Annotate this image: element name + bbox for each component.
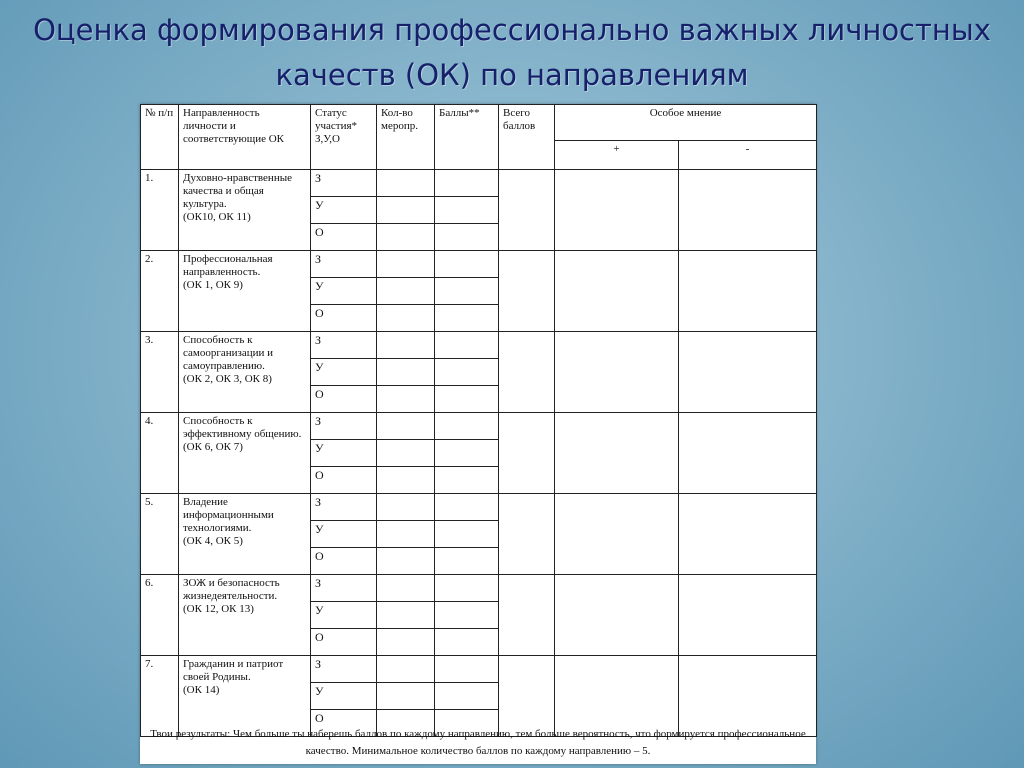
direction-label: Духовно-нравственные качества и общая культура. [183,172,292,210]
row-direction [179,413,311,494]
header-num: № п/п [141,105,179,170]
direction-ok-codes: (ОК 14) [183,684,220,696]
slide-title-line-1: Оценка формирования профессионально важных личностных [33,13,991,47]
count-cell [377,386,435,413]
assessment-table [140,104,817,737]
slide-title [0,8,1024,98]
table-row [141,494,817,521]
points-cell [435,413,499,440]
count-cell [377,548,435,575]
direction-ok-codes: (ОК10, ОК 11) [183,211,251,223]
status-level: У [311,602,377,629]
direction-label: Профессиональная направленность. [183,253,273,278]
direction-label: Гражданин и патриот своей Родины. [183,658,284,683]
count-cell [377,305,435,332]
points-cell [435,170,499,197]
direction-ok-codes: (ОК 6, ОК 7) [183,441,243,453]
direction-ok-codes: (ОК 2, ОК 3, ОК 8) [183,373,272,385]
header-count: Кол-во меропр. [377,105,435,170]
status-level: О [311,548,377,575]
row-direction [179,170,311,251]
opinion-minus-cell [679,332,817,413]
row-direction [179,251,311,332]
table-row [141,251,817,278]
count-cell [377,494,435,521]
status-level: О [311,467,377,494]
status-level: У [311,521,377,548]
points-cell [435,494,499,521]
points-cell [435,467,499,494]
header-status: Статус участия* З,У,О [311,105,377,170]
status-level: У [311,683,377,710]
row-direction [179,575,311,656]
count-cell [377,656,435,683]
results-note: Твои результаты: Чем больше ты наберешь баллов по каждому направлению, тем больше вероятность, что формируется профессиональное качество. Минимальное количество баллов по каждому направлению – 5. [150,728,806,757]
opinion-plus-cell [555,170,679,251]
opinion-plus-cell [555,494,679,575]
count-cell [377,224,435,251]
points-cell [435,251,499,278]
header-points: Баллы** [435,105,499,170]
direction-ok-codes: (ОК 12, ОК 13) [183,603,254,615]
table-row [141,656,817,683]
row-direction [179,494,311,575]
points-cell [435,359,499,386]
points-cell [435,656,499,683]
status-level: У [311,197,377,224]
points-cell [435,440,499,467]
direction-label: Способность к эффективному общению. [183,415,302,440]
count-cell [377,575,435,602]
status-level: З [311,251,377,278]
count-cell [377,413,435,440]
points-cell [435,521,499,548]
status-level: З [311,332,377,359]
opinion-minus-cell [679,494,817,575]
row-direction [179,656,311,737]
points-cell [435,548,499,575]
opinion-plus-cell [555,332,679,413]
count-cell [377,359,435,386]
direction-label: Способность к самоорганизации и самоуправлению. [183,334,274,372]
direction-label: Владение информационными технологиями. [183,496,274,534]
points-cell [435,683,499,710]
points-cell [435,332,499,359]
row-number: 2. [141,251,179,332]
opinion-plus-cell [555,575,679,656]
status-level: О [311,305,377,332]
count-cell [377,278,435,305]
status-level: З [311,413,377,440]
opinion-minus-cell [679,413,817,494]
table-row [141,170,817,197]
table-row [141,413,817,440]
status-level: З [311,494,377,521]
status-level: О [311,710,377,737]
header-total: Всего баллов [499,105,555,170]
count-cell [377,332,435,359]
opinion-minus-cell [679,575,817,656]
opinion-plus-cell [555,656,679,737]
points-cell [435,386,499,413]
total-cell [499,251,555,332]
opinion-plus-cell [555,413,679,494]
direction-ok-codes: (ОК 1, ОК 9) [183,279,243,291]
table-row [141,332,817,359]
document-sheet [140,104,816,764]
header-direction: Направленность личности и соответствующие ОК [179,105,311,170]
header-opinion: Особое мнение [555,105,817,141]
header-minus: - [679,141,817,170]
row-number: 5. [141,494,179,575]
points-cell [435,629,499,656]
row-number: 7. [141,656,179,737]
count-cell [377,629,435,656]
count-cell [377,602,435,629]
total-cell [499,170,555,251]
total-cell [499,332,555,413]
opinion-minus-cell [679,656,817,737]
total-cell [499,575,555,656]
count-cell [377,170,435,197]
count-cell [377,521,435,548]
row-number: 1. [141,170,179,251]
row-number: 6. [141,575,179,656]
points-cell [435,602,499,629]
count-cell [377,683,435,710]
status-level: У [311,278,377,305]
total-cell [499,494,555,575]
status-level: О [311,629,377,656]
total-cell [499,413,555,494]
status-level: З [311,575,377,602]
slide-title-line-2: качеств (ОК) по направлениям [275,58,749,92]
opinion-plus-cell [555,251,679,332]
count-cell [377,197,435,224]
points-cell [435,278,499,305]
total-cell [499,656,555,737]
opinion-minus-cell [679,170,817,251]
points-cell [435,197,499,224]
opinion-minus-cell [679,251,817,332]
count-cell [377,467,435,494]
status-level: У [311,440,377,467]
status-level: О [311,386,377,413]
status-level: З [311,656,377,683]
status-level: О [311,224,377,251]
status-level: З [311,170,377,197]
row-number: 4. [141,413,179,494]
table-header-row [141,105,817,141]
points-cell [435,224,499,251]
direction-label: ЗОЖ и безопасность жизнедеятельности. [183,577,280,602]
row-direction [179,332,311,413]
status-level: У [311,359,377,386]
table-row [141,575,817,602]
points-cell [435,575,499,602]
points-cell [435,305,499,332]
count-cell [377,251,435,278]
row-number: 3. [141,332,179,413]
header-plus: + [555,141,679,170]
direction-ok-codes: (ОК 4, ОК 5) [183,535,243,547]
count-cell [377,440,435,467]
